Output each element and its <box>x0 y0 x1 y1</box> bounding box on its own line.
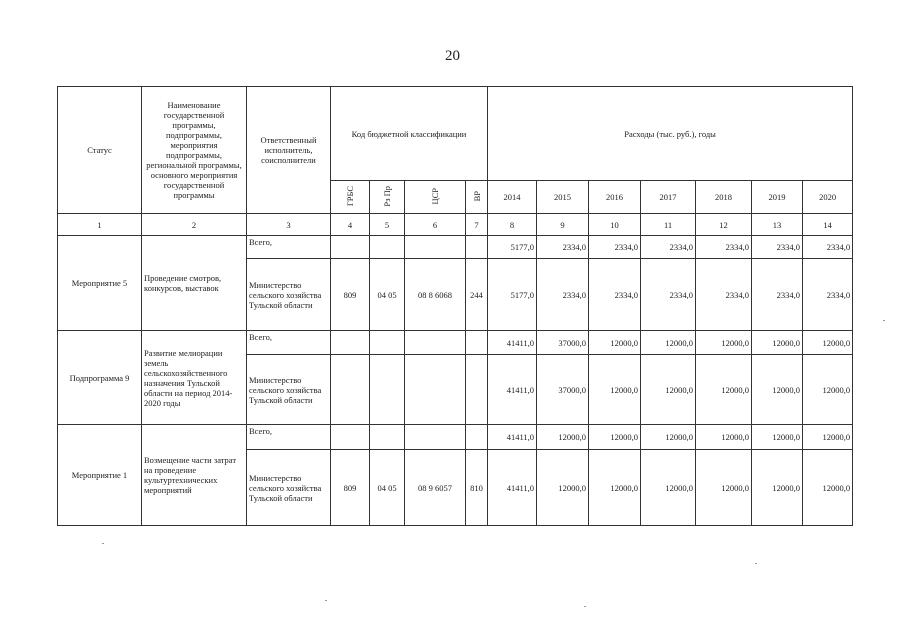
column-number: 7 <box>466 214 488 236</box>
header-status: Статус <box>58 87 142 214</box>
cell-value: 12000,0 <box>803 331 853 355</box>
header-budget-code: Код бюджетной классификации <box>331 87 488 181</box>
cell-value: 12000,0 <box>589 331 641 355</box>
cell-value: 12000,0 <box>696 425 752 450</box>
cell-value: 37000,0 <box>537 355 589 425</box>
row-name: Проведение смотров, конкурсов, выставок <box>142 236 247 331</box>
cell-rzpr: 04 05 <box>370 450 405 526</box>
column-number: 4 <box>331 214 370 236</box>
cell-value: 2334,0 <box>537 259 589 331</box>
row-status: Мероприятие 1 <box>58 425 142 526</box>
cell-value: 2334,0 <box>641 236 696 259</box>
column-number-row <box>58 214 853 236</box>
table-row <box>58 236 853 259</box>
cell-value: 2334,0 <box>696 259 752 331</box>
cell-value: 2334,0 <box>537 236 589 259</box>
cell-value: 12000,0 <box>589 425 641 450</box>
cell-value: 41411,0 <box>488 450 537 526</box>
cell-vr <box>466 425 488 450</box>
cell-value: 12000,0 <box>752 425 803 450</box>
row-name: Возмещение части затрат на проведение культуртехнических мероприятий <box>142 425 247 526</box>
cell-value: 2334,0 <box>641 259 696 331</box>
cell-value: 41411,0 <box>488 331 537 355</box>
cell-value: 5177,0 <box>488 236 537 259</box>
column-number: 10 <box>589 214 641 236</box>
cell-value: 37000,0 <box>537 331 589 355</box>
header-year: 2014 <box>488 181 537 214</box>
cell-vr: 810 <box>466 450 488 526</box>
cell-vr: 244 <box>466 259 488 331</box>
cell-value: 12000,0 <box>641 331 696 355</box>
cell-csr <box>405 425 466 450</box>
cell-rzpr <box>370 425 405 450</box>
cell-value: 2334,0 <box>589 259 641 331</box>
header-rzpr: Рз Пр <box>382 185 392 207</box>
header-expenses: Расходы (тыс. руб.), годы <box>488 87 853 181</box>
cell-rzpr <box>370 236 405 259</box>
row-executor: Министерство сельского хозяйства Тульской области <box>247 355 331 425</box>
column-number: 11 <box>641 214 696 236</box>
cell-grbs <box>331 425 370 450</box>
cell-value: 2334,0 <box>752 236 803 259</box>
cell-value: 12000,0 <box>537 425 589 450</box>
header-grbs: ГРБС <box>345 185 355 207</box>
cell-value: 2334,0 <box>803 259 853 331</box>
column-number: 8 <box>488 214 537 236</box>
row-executor: Всего, <box>247 236 331 259</box>
column-number: 14 <box>803 214 853 236</box>
cell-value: 41411,0 <box>488 355 537 425</box>
cell-csr <box>405 236 466 259</box>
cell-value: 12000,0 <box>696 331 752 355</box>
cell-vr <box>466 355 488 425</box>
page-number: 20 <box>445 48 460 64</box>
cell-grbs: 809 <box>331 450 370 526</box>
scan-speck <box>883 320 885 321</box>
cell-rzpr <box>370 355 405 425</box>
cell-rzpr: 04 05 <box>370 259 405 331</box>
header-year: 2018 <box>696 181 752 214</box>
cell-value: 12000,0 <box>641 355 696 425</box>
scan-speck <box>755 563 757 564</box>
cell-rzpr <box>370 331 405 355</box>
cell-csr: 08 9 6057 <box>405 450 466 526</box>
column-number: 13 <box>752 214 803 236</box>
cell-grbs <box>331 331 370 355</box>
scan-speck <box>584 606 586 607</box>
cell-grbs <box>331 236 370 259</box>
cell-vr <box>466 331 488 355</box>
cell-value: 2334,0 <box>696 236 752 259</box>
header-vr: ВР <box>471 190 482 202</box>
cell-value: 2334,0 <box>589 236 641 259</box>
cell-value: 2334,0 <box>752 259 803 331</box>
row-executor: Всего, <box>247 331 331 355</box>
column-number: 1 <box>58 214 142 236</box>
cell-value: 12000,0 <box>803 355 853 425</box>
cell-value: 12000,0 <box>752 450 803 526</box>
row-executor: Министерство сельского хозяйства Тульской области <box>247 450 331 526</box>
column-number: 5 <box>370 214 405 236</box>
header-year: 2016 <box>589 181 641 214</box>
cell-csr: 08 8 6068 <box>405 259 466 331</box>
cell-value: 12000,0 <box>803 450 853 526</box>
header-year: 2017 <box>641 181 696 214</box>
cell-value: 12000,0 <box>537 450 589 526</box>
scan-speck <box>325 600 327 601</box>
column-number: 2 <box>142 214 247 236</box>
header-year: 2020 <box>803 181 853 214</box>
cell-value: 41411,0 <box>488 425 537 450</box>
header-year: 2019 <box>752 181 803 214</box>
table-row <box>58 425 853 450</box>
cell-value: 12000,0 <box>641 425 696 450</box>
table-row <box>58 331 853 355</box>
column-number: 3 <box>247 214 331 236</box>
header-name: Наименование государственной программы, подпрограммы, мероприятия подпрограммы, региональной программы, основного мероприятия государственной программы <box>142 87 247 214</box>
cell-grbs: 809 <box>331 259 370 331</box>
cell-value: 12000,0 <box>589 355 641 425</box>
cell-value: 12000,0 <box>752 331 803 355</box>
row-status: Мероприятие 5 <box>58 236 142 331</box>
column-number: 12 <box>696 214 752 236</box>
header-year: 2015 <box>537 181 589 214</box>
scan-speck <box>102 543 104 544</box>
header-executor: Ответственный исполнитель, соисполнители <box>247 87 331 214</box>
cell-value: 12000,0 <box>696 355 752 425</box>
cell-value: 12000,0 <box>803 425 853 450</box>
budget-table <box>57 86 853 526</box>
row-executor: Всего, <box>247 425 331 450</box>
cell-value: 5177,0 <box>488 259 537 331</box>
cell-value: 2334,0 <box>803 236 853 259</box>
column-number: 9 <box>537 214 589 236</box>
column-number: 6 <box>405 214 466 236</box>
cell-value: 12000,0 <box>752 355 803 425</box>
row-executor: Министерство сельского хозяйства Тульской области <box>247 259 331 331</box>
cell-value: 12000,0 <box>589 450 641 526</box>
row-status: Подпрограмма 9 <box>58 331 142 425</box>
cell-vr <box>466 236 488 259</box>
header-csr: ЦСР <box>430 187 440 205</box>
cell-csr <box>405 355 466 425</box>
row-name: Развитие мелиорации земель сельскохозяйственного назначения Тульской области на период 2014-2020 годы <box>142 331 247 425</box>
cell-value: 12000,0 <box>696 450 752 526</box>
cell-grbs <box>331 355 370 425</box>
cell-csr <box>405 331 466 355</box>
cell-value: 12000,0 <box>641 450 696 526</box>
